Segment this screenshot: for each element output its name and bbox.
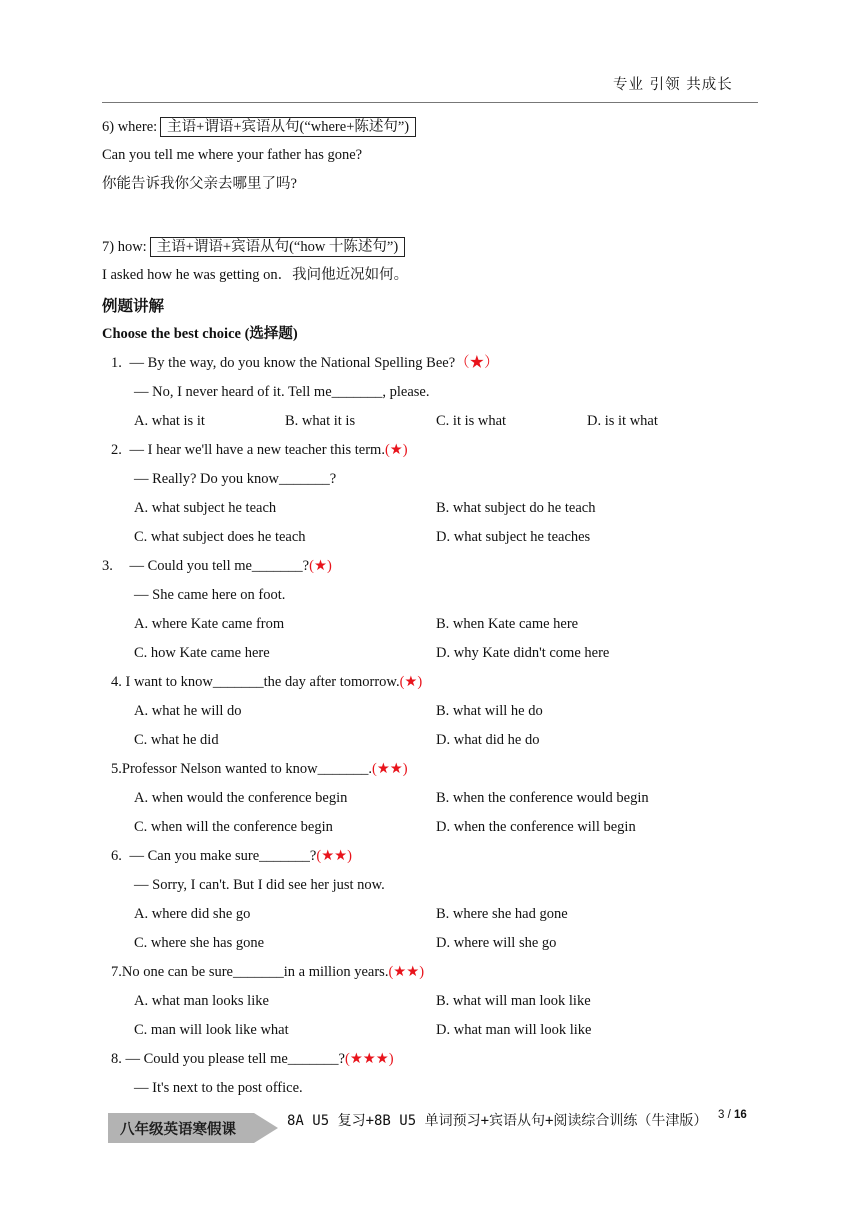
subsection-title: Choose the best choice (选择题): [102, 326, 298, 342]
option-c[interactable]: C. what he did: [134, 732, 219, 748]
question-stem: — I hear we'll have a new teacher this term.: [129, 442, 385, 458]
question-number: 7.: [111, 964, 122, 980]
question-reply: — Sorry, I can't. But I did see her just now.: [134, 877, 385, 893]
option-d[interactable]: D. what subject he teaches: [436, 529, 591, 545]
question-1: [111, 354, 499, 372]
question-stem: — By the way, do you know the National Spelling Bee?: [129, 355, 456, 371]
question-6: [111, 847, 352, 865]
page-total: 16: [734, 1109, 747, 1121]
option-c[interactable]: C. how Kate came here: [134, 645, 270, 661]
page-separator: /: [724, 1109, 734, 1121]
option-d[interactable]: D. when the conference will begin: [436, 819, 636, 835]
option-c[interactable]: C. man will look like what: [134, 1022, 289, 1038]
question-stem: No one can be sure_______in a million years.: [121, 964, 389, 980]
option-a[interactable]: A. where did she go: [134, 906, 251, 922]
question-number: 6.: [111, 848, 122, 864]
question-stem: — Could you please tell me_______?: [125, 1051, 345, 1067]
question-number: 1.: [111, 355, 122, 371]
option-a[interactable]: A. where Kate came from: [134, 616, 285, 632]
section-title: 例题讲解: [102, 297, 165, 315]
grammar-item-how: [102, 237, 405, 257]
question-number: 2.: [111, 442, 122, 458]
option-a[interactable]: A. what he will do: [134, 703, 242, 719]
question-reply: — Really? Do you know_______?: [134, 471, 337, 487]
option-b[interactable]: B. where she had gone: [436, 906, 568, 922]
difficulty-stars: （★）: [455, 355, 499, 371]
question-2: [111, 441, 408, 459]
question-stem: Professor Nelson wanted to know_______.: [121, 761, 372, 777]
grammar-label: 7) how:: [102, 239, 147, 255]
option-a[interactable]: A. what is it: [134, 413, 205, 429]
option-a[interactable]: A. what man looks like: [134, 993, 269, 1009]
question-7: [111, 963, 424, 981]
option-c[interactable]: C. it is what: [436, 413, 507, 429]
footer-tag: [108, 1113, 278, 1143]
option-b[interactable]: B. what subject do he teach: [436, 500, 596, 516]
question-4: [111, 673, 422, 691]
footer-title: 8A U5 复习+8B U5 单词预习+宾语从句+阅读综合训练（牛津版）: [287, 1113, 708, 1129]
option-d[interactable]: D. why Kate didn't come here: [436, 645, 610, 661]
page-number: [718, 1105, 747, 1123]
grammar-label: 6) where:: [102, 119, 158, 135]
question-number: 4.: [111, 674, 122, 690]
option-c[interactable]: C. when will the conference begin: [134, 819, 333, 835]
option-b[interactable]: B. what it is: [285, 413, 356, 429]
option-b[interactable]: B. when Kate came here: [436, 616, 579, 632]
question-3: [102, 557, 332, 575]
question-reply: — No, I never heard of it. Tell me_______, please.: [134, 384, 430, 400]
grammar-item-where: [102, 117, 416, 137]
question-number: 8.: [111, 1051, 122, 1067]
option-b[interactable]: B. what will man look like: [436, 993, 591, 1009]
question-stem: — Can you make sure_______?: [129, 848, 317, 864]
option-a[interactable]: A. what subject he teach: [134, 500, 277, 516]
grammar-pattern-box: 主语+谓语+宾语从句(“how 十陈述句”): [150, 237, 405, 257]
option-c[interactable]: C. what subject does he teach: [134, 529, 306, 545]
question-stem: I want to know_______the day after tomorrow.: [125, 674, 400, 690]
option-d[interactable]: D. where will she go: [436, 935, 557, 951]
question-5: [111, 760, 408, 778]
difficulty-stars: (★★★): [344, 1051, 394, 1067]
option-b[interactable]: B. when the conference would begin: [436, 790, 649, 806]
page-current: 3: [718, 1109, 725, 1121]
difficulty-stars: (★★): [371, 761, 408, 777]
example-sentence: I asked how he was getting on．我问他近况如何。: [102, 267, 409, 283]
question-reply: — It's next to the post office.: [134, 1080, 303, 1096]
option-b[interactable]: B. what will he do: [436, 703, 543, 719]
option-c[interactable]: C. where she has gone: [134, 935, 265, 951]
grammar-pattern-box: 主语+谓语+宾语从句(“where+陈述句”): [160, 117, 416, 137]
question-stem: — Could you tell me_______?: [129, 558, 310, 574]
header-divider: [102, 102, 758, 103]
example-sentence-zh: 你能告诉我你父亲去哪里了吗?: [102, 176, 297, 192]
question-number: 5.: [111, 761, 122, 777]
header-slogan: 专业 引领 共成长: [613, 77, 733, 93]
option-d[interactable]: D. is it what: [587, 413, 658, 429]
question-8: [111, 1050, 394, 1068]
question-number: 3.: [102, 558, 113, 574]
question-reply: — She came here on foot.: [134, 587, 286, 603]
difficulty-stars: (★): [384, 442, 408, 458]
option-d[interactable]: D. what did he do: [436, 732, 540, 748]
footer-tag-text: 八年级英语寒假课: [120, 1122, 236, 1138]
example-sentence-en: Can you tell me where your father has gone?: [102, 147, 363, 163]
difficulty-stars: (★★): [388, 964, 425, 980]
difficulty-stars: (★★): [316, 848, 353, 864]
option-d[interactable]: D. what man will look like: [436, 1022, 592, 1038]
difficulty-stars: (★): [399, 674, 423, 690]
difficulty-stars: (★): [309, 558, 332, 574]
option-a[interactable]: A. when would the conference begin: [134, 790, 348, 806]
